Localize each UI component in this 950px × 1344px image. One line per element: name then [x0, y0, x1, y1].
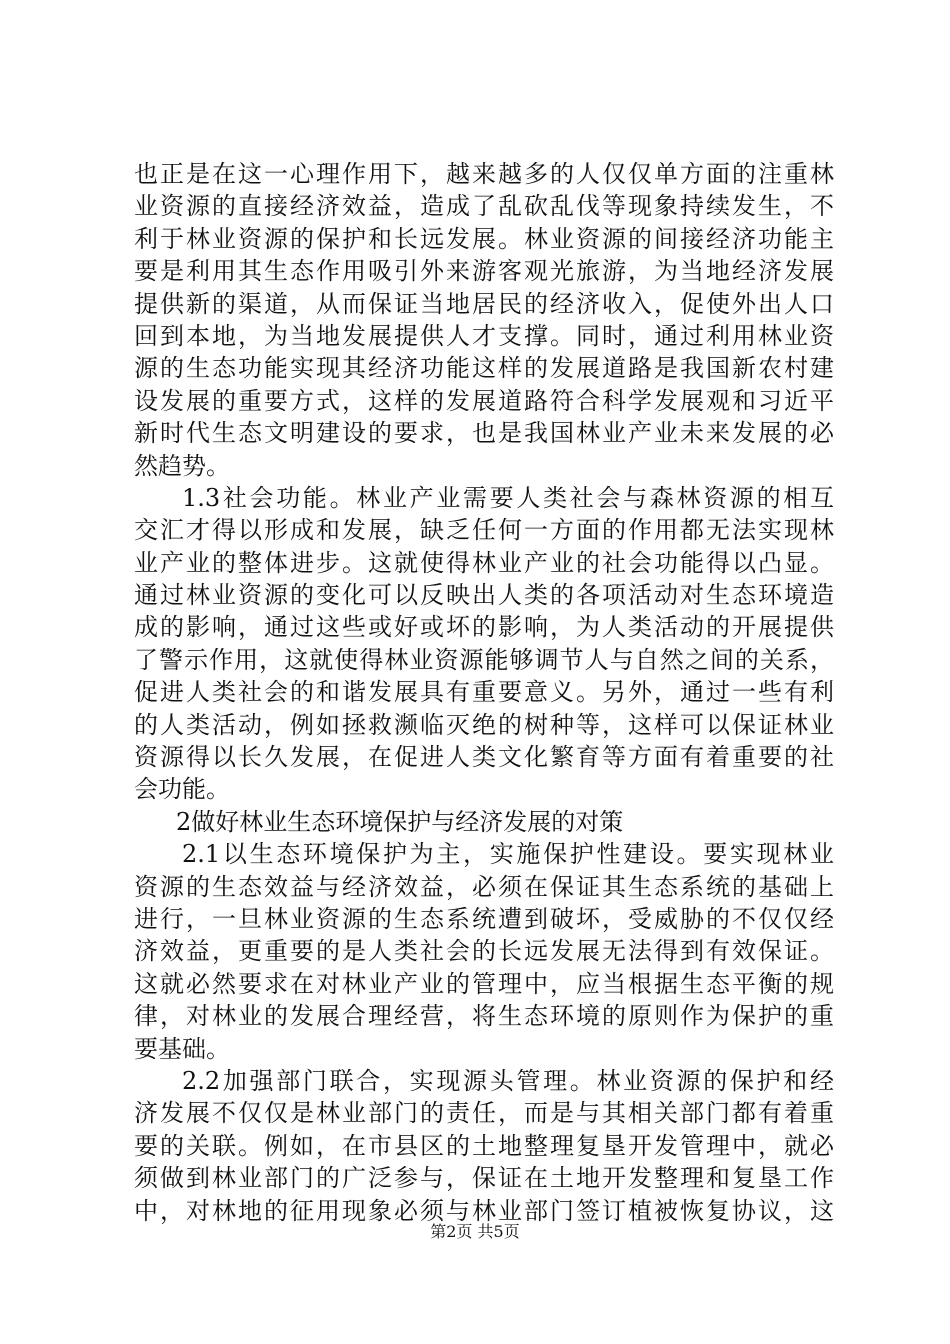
page-footer: 第2页 共5页 [430, 1222, 520, 1241]
text-line: 会功能。 [134, 775, 230, 804]
text-line: 要基础。 [134, 1034, 230, 1063]
text-line: 源的生态功能实现其经济功能这样的发展道路是我国新农村建 [134, 354, 834, 383]
text-line: 这就必然要求在对林业产业的管理中，应当根据生态平衡的规 [134, 969, 834, 998]
text-line: 的人类活动，例如拯救濒临灭绝的树种等，这样可以保证林业 [134, 710, 834, 739]
text-line: 2.1以生态环境保护为主，实施保护性建设。要实现林业 [182, 840, 834, 869]
section-heading: 2做好林业生态环境保护与经济发展的对策 [176, 807, 624, 836]
text-line: 进行，一旦林业资源的生态系统遭到破坏，受威胁的不仅仅经 [134, 904, 834, 933]
text-line: 提供新的渠道，从而保证当地居民的经济收入，促使外出人口 [134, 289, 834, 318]
text-line: 1.3社会功能。林业产业需要人类社会与森林资源的相互 [182, 483, 834, 512]
text-line: 业产业的整体进步。这就使得林业产业的社会功能得以凸显。 [134, 548, 834, 577]
text-line: 回到本地，为当地发展提供人才支撑。同时，通过利用林业资 [134, 321, 834, 350]
text-line: 资源得以长久发展，在促进人类文化繁育等方面有着重要的社 [134, 743, 834, 772]
text-line: 济效益，更重要的是人类社会的长远发展无法得到有效保证。 [134, 937, 834, 966]
text-line: 须做到林业部门的广泛参与，保证在土地开发整理和复垦工作 [134, 1164, 834, 1193]
text-line: 要的关联。例如，在市县区的土地整理复垦开发管理中，就必 [134, 1131, 834, 1160]
text-line: 然趋势。 [134, 451, 230, 480]
text-line: 济发展不仅仅是林业部门的责任，而是与其相关部门都有着重 [134, 1099, 834, 1128]
text-line: 成的影响，通过这些或好或坏的影响，为人类活动的开展提供 [134, 613, 834, 642]
text-line: 了警示作用，这就使得林业资源能够调节人与自然之间的关系， [134, 645, 834, 674]
text-line: 也正是在这一心理作用下，越来越多的人仅仅单方面的注重林 [134, 160, 834, 188]
text-line: 通过林业资源的变化可以反映出人类的各项活动对生态环境造 [134, 581, 834, 610]
text-line: 促进人类社会的和谐发展具有重要意义。另外，通过一些有利 [134, 678, 834, 707]
text-line: 交汇才得以形成和发展，缺乏任何一方面的作用都无法实现林 [134, 516, 834, 545]
text-line: 资源的生态效益与经济效益，必须在保证其生态系统的基础上 [134, 872, 834, 901]
text-line: 律，对林业的发展合理经营，将生态环境的原则作为保护的重 [134, 1002, 834, 1031]
document-body [134, 158, 834, 1227]
text-line: 新时代生态文明建设的要求，也是我国林业产业未来发展的必 [134, 419, 834, 448]
text-line: 中，对林地的征用现象必须与林业部门签订植被恢复协议，这 [134, 1196, 834, 1225]
text-line: 业资源的直接经济效益，造成了乱砍乱伐等现象持续发生，不 [134, 192, 834, 221]
text-line: 利于林业资源的保护和长远发展。林业资源的间接经济功能主 [134, 224, 834, 253]
text-line: 2.2加强部门联合，实现源头管理。林业资源的保护和经 [182, 1066, 834, 1095]
text-line: 设发展的重要方式，这样的发展道路符合科学发展观和习近平 [134, 386, 834, 415]
text-line: 要是利用其生态作用吸引外来游客观光旅游，为当地经济发展 [134, 257, 834, 286]
